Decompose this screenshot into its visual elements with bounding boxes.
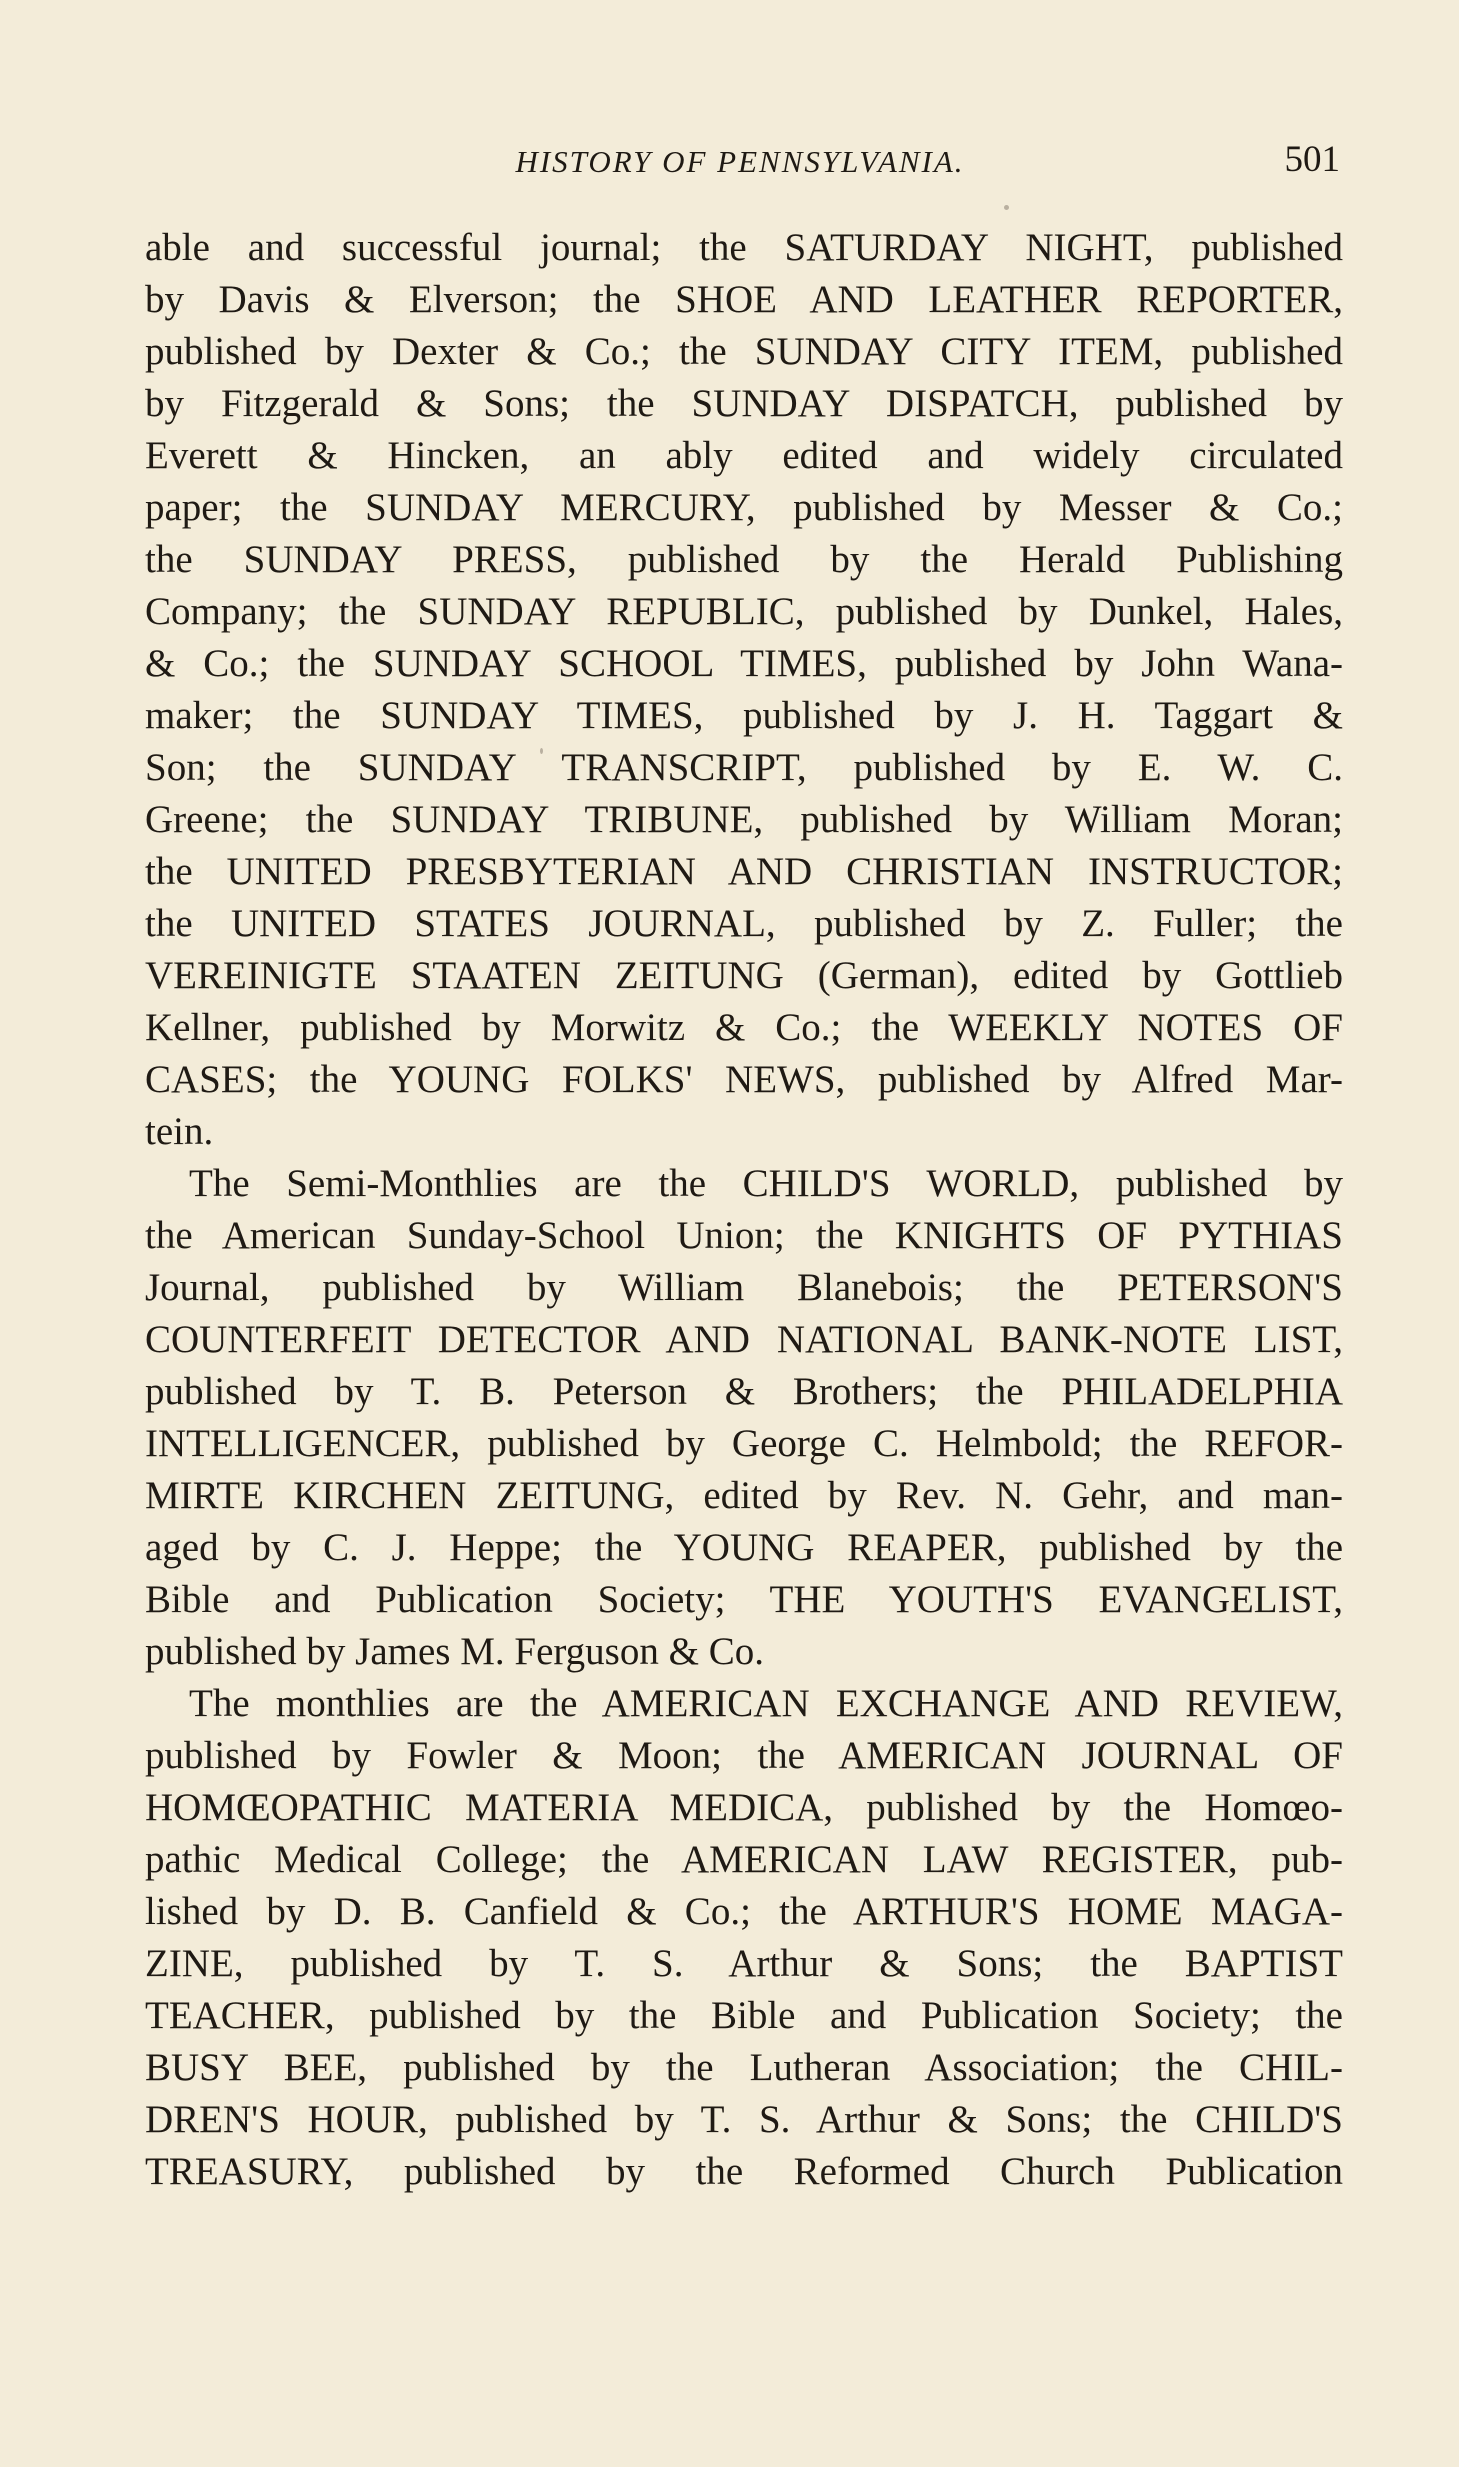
text-line: DREN'S HOUR, published by T. S. Arthur & Sons; the CHILD'S bbox=[145, 2098, 1343, 2141]
text-line: Kellner, published by Morwitz & Co.; the WEEKLY NOTES OF bbox=[145, 1006, 1343, 1049]
text-line: Journal, published by William Blanebois; the PETERSON'S bbox=[145, 1266, 1343, 1309]
text-line: COUNTERFEIT DETECTOR AND NATIONAL BANK-NOTE LIST, bbox=[145, 1318, 1343, 1361]
text-line: published by James M. Ferguson & Co. bbox=[145, 1630, 764, 1673]
text-line: TREASURY, published by the Reformed Church Publication bbox=[145, 2150, 1343, 2193]
text-line: published by Dexter & Co.; the SUNDAY CITY ITEM, published bbox=[145, 330, 1343, 373]
text-line: tein. bbox=[145, 1110, 214, 1153]
text-line: TEACHER, published by the Bible and Publication Society; the bbox=[145, 1994, 1343, 2037]
text-line: Son; the SUNDAY TRANSCRIPT, published by E. W. C. bbox=[145, 746, 1343, 789]
text-line: paper; the SUNDAY MERCURY, published by Messer & Co.; bbox=[145, 486, 1343, 529]
text-line: Greene; the SUNDAY TRIBUNE, published by William Moran; bbox=[145, 798, 1343, 841]
text-line: the UNITED PRESBYTERIAN AND CHRISTIAN INSTRUCTOR; bbox=[145, 850, 1343, 893]
text-line: the American Sunday-School Union; the KNIGHTS OF PYTHIAS bbox=[145, 1214, 1343, 1257]
text-line: by Davis & Elverson; the SHOE AND LEATHER REPORTER, bbox=[145, 278, 1343, 321]
text-line: lished by D. B. Canfield & Co.; the ARTHUR'S HOME MAGA- bbox=[145, 1890, 1343, 1933]
text-line: by Fitzgerald & Sons; the SUNDAY DISPATCH, published by bbox=[145, 382, 1343, 425]
text-line: INTELLIGENCER, published by George C. Helmbold; the REFOR- bbox=[145, 1422, 1343, 1465]
text-line: ZINE, published by T. S. Arthur & Sons; the BAPTIST bbox=[145, 1942, 1343, 1985]
page-number: 501 bbox=[1284, 139, 1340, 180]
text-line: The monthlies are the AMERICAN EXCHANGE AND REVIEW, bbox=[189, 1682, 1343, 1725]
running-head bbox=[140, 138, 1340, 188]
text-line: Bible and Publication Society; THE YOUTH'S EVANGELIST, bbox=[145, 1578, 1343, 1621]
paper-speck bbox=[1004, 205, 1009, 210]
text-line: BUSY BEE, published by the Lutheran Association; the CHIL- bbox=[145, 2046, 1343, 2089]
text-line: Company; the SUNDAY REPUBLIC, published by Dunkel, Hales, bbox=[145, 590, 1343, 633]
text-line: HOMŒOPATHIC MATERIA MEDICA, published by the Homœo- bbox=[145, 1786, 1343, 1829]
text-line: published by Fowler & Moon; the AMERICAN JOURNAL OF bbox=[145, 1734, 1343, 1777]
body-text bbox=[145, 222, 1343, 2198]
text-line: Everett & Hincken, an ably edited and widely circulated bbox=[145, 434, 1343, 477]
text-line: able and successful journal; the SATURDAY NIGHT, published bbox=[145, 226, 1343, 269]
text-line: CASES; the YOUNG FOLKS' NEWS, published by Alfred Mar- bbox=[145, 1058, 1343, 1101]
text-line: the UNITED STATES JOURNAL, published by Z. Fuller; the bbox=[145, 902, 1343, 945]
text-line: pathic Medical College; the AMERICAN LAW REGISTER, pub- bbox=[145, 1838, 1343, 1881]
text-line: & Co.; the SUNDAY SCHOOL TIMES, published by John Wana- bbox=[145, 642, 1343, 685]
text-line: aged by C. J. Heppe; the YOUNG REAPER, published by the bbox=[145, 1526, 1343, 1569]
text-line: VEREINIGTE STAATEN ZEITUNG (German), edited by Gottlieb bbox=[145, 954, 1343, 997]
running-title: HISTORY OF PENNSYLVANIA. bbox=[515, 144, 965, 179]
text-line: maker; the SUNDAY TIMES, published by J. H. Taggart & bbox=[145, 694, 1343, 737]
text-line: published by T. B. Peterson & Brothers; the PHILADELPHIA bbox=[145, 1370, 1343, 1413]
text-line: The Semi-Monthlies are the CHILD'S WORLD, published by bbox=[189, 1162, 1343, 1205]
text-line: MIRTE KIRCHEN ZEITUNG, edited by Rev. N. Gehr, and man- bbox=[145, 1474, 1343, 1517]
text-line: the SUNDAY PRESS, published by the Herald Publishing bbox=[145, 538, 1343, 581]
